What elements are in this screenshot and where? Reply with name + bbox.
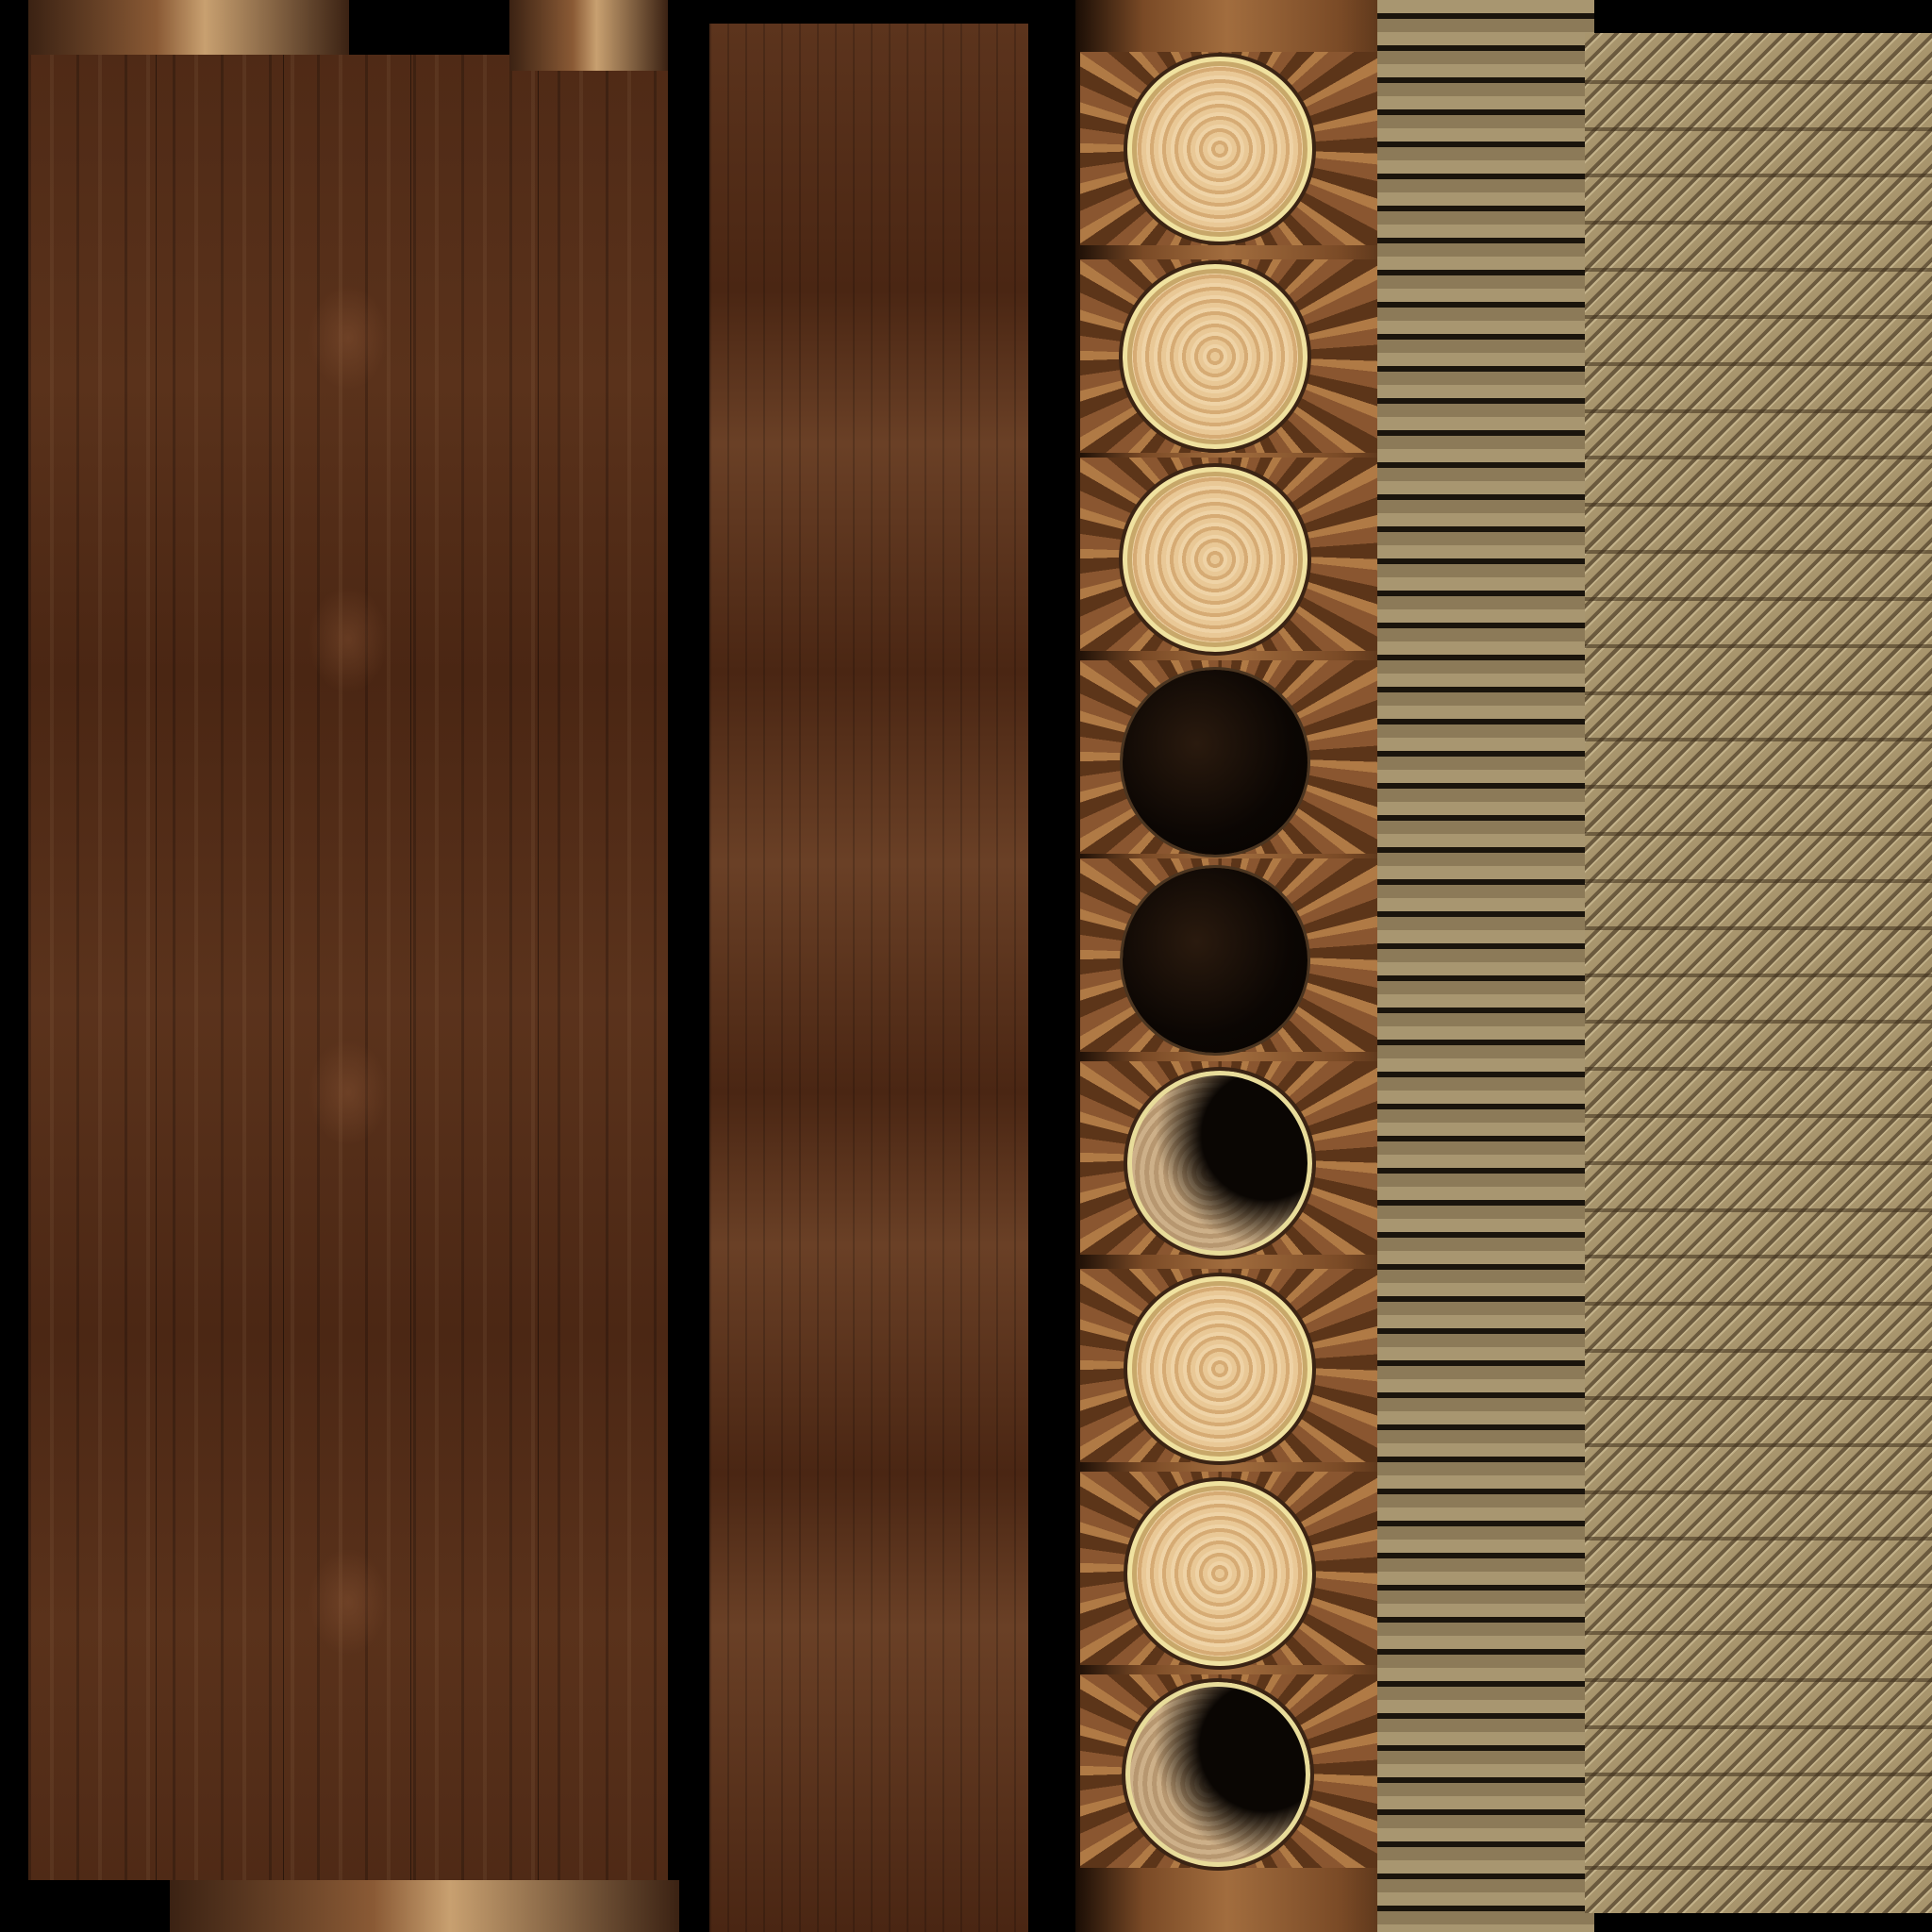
rope-band-divider — [1585, 1396, 1932, 1400]
rope-band-divider — [1585, 926, 1932, 930]
rope-band-divider — [1585, 1302, 1932, 1306]
grain-knot — [28, 583, 668, 696]
rope-band-divider — [1585, 1631, 1932, 1635]
rope-band-divider — [1585, 1114, 1932, 1118]
log-end-shaded — [1125, 1682, 1310, 1867]
rope-band-divider — [1585, 1537, 1932, 1541]
rope-band-divider — [1585, 127, 1932, 131]
rope-band-divider — [1585, 644, 1932, 648]
rope-band-divider — [1585, 832, 1932, 836]
rope-band-divider — [1585, 691, 1932, 695]
rope-band-divider — [1585, 409, 1932, 413]
rope-band-divider — [1585, 1020, 1932, 1024]
rope-band-divider — [1585, 315, 1932, 319]
rope-band-divider — [1585, 1773, 1932, 1776]
rope-band-divider — [1585, 362, 1932, 366]
rope-band-divider — [1585, 550, 1932, 554]
rope-band-divider — [1585, 174, 1932, 177]
grain-knot — [28, 1036, 668, 1149]
log-end-grain — [1127, 57, 1312, 242]
rope-band-divider — [1585, 1443, 1932, 1447]
plank-top-edge — [509, 0, 668, 71]
rope-band-divider — [1585, 1584, 1932, 1588]
wood-plank-panel — [28, 55, 668, 1880]
grain-knot — [28, 281, 668, 394]
rope-band-divider — [1585, 1725, 1932, 1729]
rope-band-divider — [1585, 1067, 1932, 1071]
rope-fringe — [1377, 0, 1594, 1932]
rope-band-divider — [1585, 1491, 1932, 1494]
rope-band-divider — [1585, 1866, 1932, 1870]
rope-band-divider — [1585, 1208, 1932, 1212]
rope-band-divider — [1585, 1819, 1932, 1823]
rope-lashing-panel — [1585, 33, 1932, 1913]
rope-band-divider — [1585, 1161, 1932, 1165]
plank-top-edge — [28, 0, 349, 55]
log-end-grain — [1123, 467, 1307, 652]
rope-band-divider — [1585, 597, 1932, 601]
rope-band-divider — [1585, 456, 1932, 459]
log-end-grain — [1123, 264, 1307, 449]
rope-band-divider — [1585, 974, 1932, 977]
wood-board-panel — [709, 24, 1028, 1932]
log-end-shaded — [1127, 1071, 1312, 1256]
plank-bottom-edge — [170, 1880, 679, 1932]
rope-band-divider — [1585, 1255, 1932, 1258]
log-end-hollow — [1123, 868, 1307, 1053]
rope-band-divider — [1585, 221, 1932, 225]
rope-band-divider — [1585, 879, 1932, 883]
log-end-grain — [1127, 1276, 1312, 1461]
rope-band-divider — [1585, 268, 1932, 272]
rope-band-divider — [1585, 80, 1932, 84]
rope-band-divider — [1585, 738, 1932, 741]
rope-band-divider — [1585, 1349, 1932, 1353]
rope-band-divider — [1585, 1678, 1932, 1682]
log-end-grain — [1127, 1481, 1312, 1666]
rope-band-divider — [1585, 503, 1932, 507]
grain-knot — [28, 1545, 668, 1658]
log-end-hollow — [1123, 670, 1307, 855]
rope-band-divider — [1585, 785, 1932, 789]
